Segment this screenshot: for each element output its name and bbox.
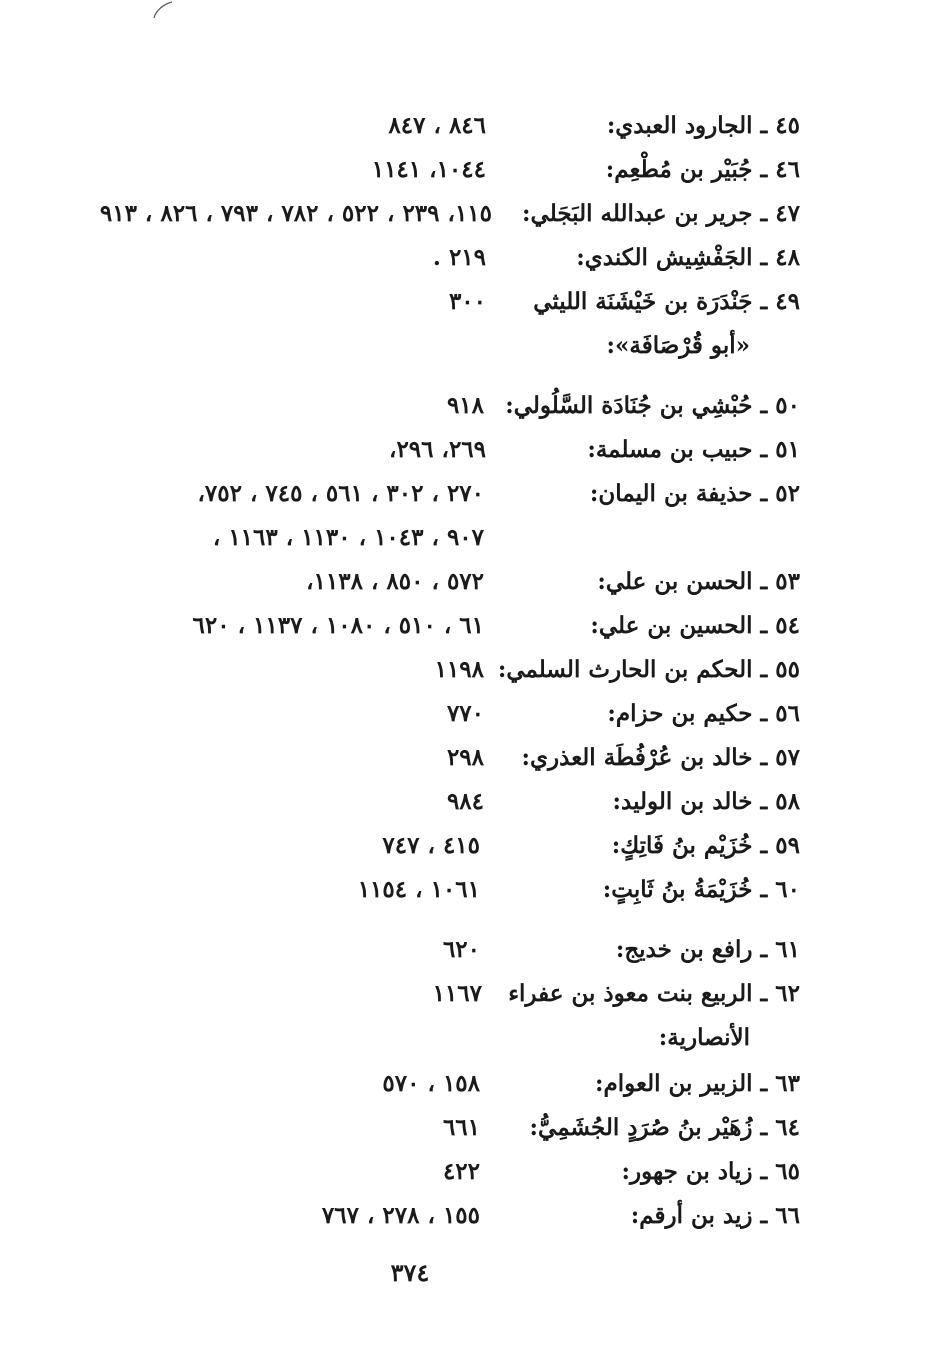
entry-refs: ٩٨٤ [446,788,484,815]
entry-refs: ١١٥، ٢٣٩ ، ٥٢٢ ، ٧٨٢ ، ٧٩٣ ، ٨٢٦ ، ٩١٣ [99,200,492,227]
entry-row [0,1196,940,1236]
page-number: ٣٧٤ [390,1258,430,1287]
entry-label: ٤٦ ـ جُبَيْر بن مُطْعِم: [605,156,800,183]
entry-row [0,1108,940,1148]
entry-label: ٥٧ ـ خالد بن عُرْفُطَة العذري: [521,744,800,771]
entry-label: ٦٥ ـ زياد بن جهور: [621,1158,800,1185]
entry-label: ٥١ ـ حبيب بن مسلمة: [587,436,800,463]
entry-label: ٥٥ ـ الحكم بن الحارث السلمي: [497,656,800,683]
entry-label: ٦١ ـ رافع بن خديج: [615,936,800,963]
entry-row [0,474,940,514]
entry-row [0,974,940,1014]
entry-refs: ٧٧٠ [446,700,484,727]
entry-row [0,106,940,146]
entry-row-continuation [0,518,940,558]
entry-row [0,430,940,470]
entry-label: ٥٢ ـ حذيفة بن اليمان: [589,480,800,507]
entry-refs: ١٠٦١ ، ١١٥٤ [357,876,480,903]
entry-refs: ٨٤٦ ، ٨٤٧ [388,112,486,139]
entry-refs: ١١٩٨ [434,656,484,683]
entry-sublabel: الأنصارية: [658,1024,750,1051]
entry-row [0,870,940,910]
entry-label: ٥٣ ـ الحسن بن علي: [597,568,800,595]
entry-refs: ٦٢٠ [442,936,480,963]
entry-label: ٥٦ ـ حكيم بن حزام: [607,700,800,727]
entry-refs: ٣٠٠ [448,288,486,315]
entry-label: ٥٠ ـ حُبْشِي بن جُنَادَة السَّلُولي: [505,392,800,419]
entry-refs: ٢٦٩، ٢٩٦، [389,436,486,463]
entry-label: ٤٨ ـ الجَفْشِيش الكندي: [576,244,800,271]
entry-label: ٥٤ ـ الحسين بن علي: [590,612,800,639]
entry-label: ٦٢ ـ الربيع بنت معوذ بن عفراء [508,980,800,1007]
entry-row [0,282,940,322]
entry-label: ٥٨ ـ خالد بن الوليد: [612,788,800,815]
entry-refs: ٥٧٢ ، ٨٥٠ ، ١١٣٨، [306,568,484,595]
entry-label: ٦٤ ـ زُهَيْر بنُ صُرَدٍ الجُشَمِيُّ: [529,1114,800,1141]
entry-label: ٦٠ ـ خُزَيْمَةُ بنُ ثَابِتٍ: [602,876,800,903]
entry-refs: ١١٦٧ [432,980,482,1007]
entry-refs: ٦٦١ [442,1114,480,1141]
entry-refs: ٢٧٠ ، ٣٠٢ ، ٥٦١ ، ٧٤٥ ، ٧٥٢، [197,480,484,507]
entry-row [0,650,940,690]
entry-refs: ٩٠٧ ، ١٠٤٣ ، ١١٣٠ ، ١١٦٣ ، [212,524,484,551]
entry-label: ٥٩ ـ خُزَيْم بنُ فَاتِكٍ: [611,832,800,859]
entry-row [0,238,940,278]
entry-label: ٤٧ ـ جرير بن عبدالله البَجَلي: [522,200,800,227]
entry-row [0,694,940,734]
entry-label: ٤٩ ـ جَنْدَرَة بن خَيْشَنَة الليثي [533,288,800,315]
entry-label: ٦٣ ـ الزبير بن العوام: [594,1070,800,1097]
entry-row [0,150,940,190]
entry-refs: ٢١٩ . [432,244,486,271]
entry-row [0,738,940,778]
entry-row [0,562,940,602]
entry-refs: ٩١٨ [446,392,484,419]
entry-refs: ٤٢٢ [442,1158,480,1185]
entry-label: ٤٥ ـ الجارود العبدي: [606,112,800,139]
entry-row [0,194,940,234]
entry-refs: ٦١ ، ٥١٠ ، ١٠٨٠ ، ١١٣٧ ، ٦٢٠ [192,612,484,639]
entry-refs: ٢٩٨ [446,744,484,771]
entry-row [0,386,940,426]
entry-row [0,1152,940,1192]
entry-sublabel: «أبو قُرْصَافَة»: [606,332,750,359]
entry-refs: ٤١٥ ، ٧٤٧ [382,832,480,859]
entry-refs: ١٥٨ ، ٥٧٠ [382,1070,480,1097]
entry-row [0,930,940,970]
pen-mark [150,0,180,24]
entry-row [0,782,940,822]
entry-refs: ١٥٥ ، ٢٧٨ ، ٧٦٧ [321,1202,480,1229]
entry-refs: ١٠٤٤، ١١٤١ [371,156,486,183]
entry-row [0,1064,940,1104]
entry-row [0,826,940,866]
entry-row [0,606,940,646]
entry-label: ٦٦ ـ زيد بن أرقم: [630,1202,800,1229]
